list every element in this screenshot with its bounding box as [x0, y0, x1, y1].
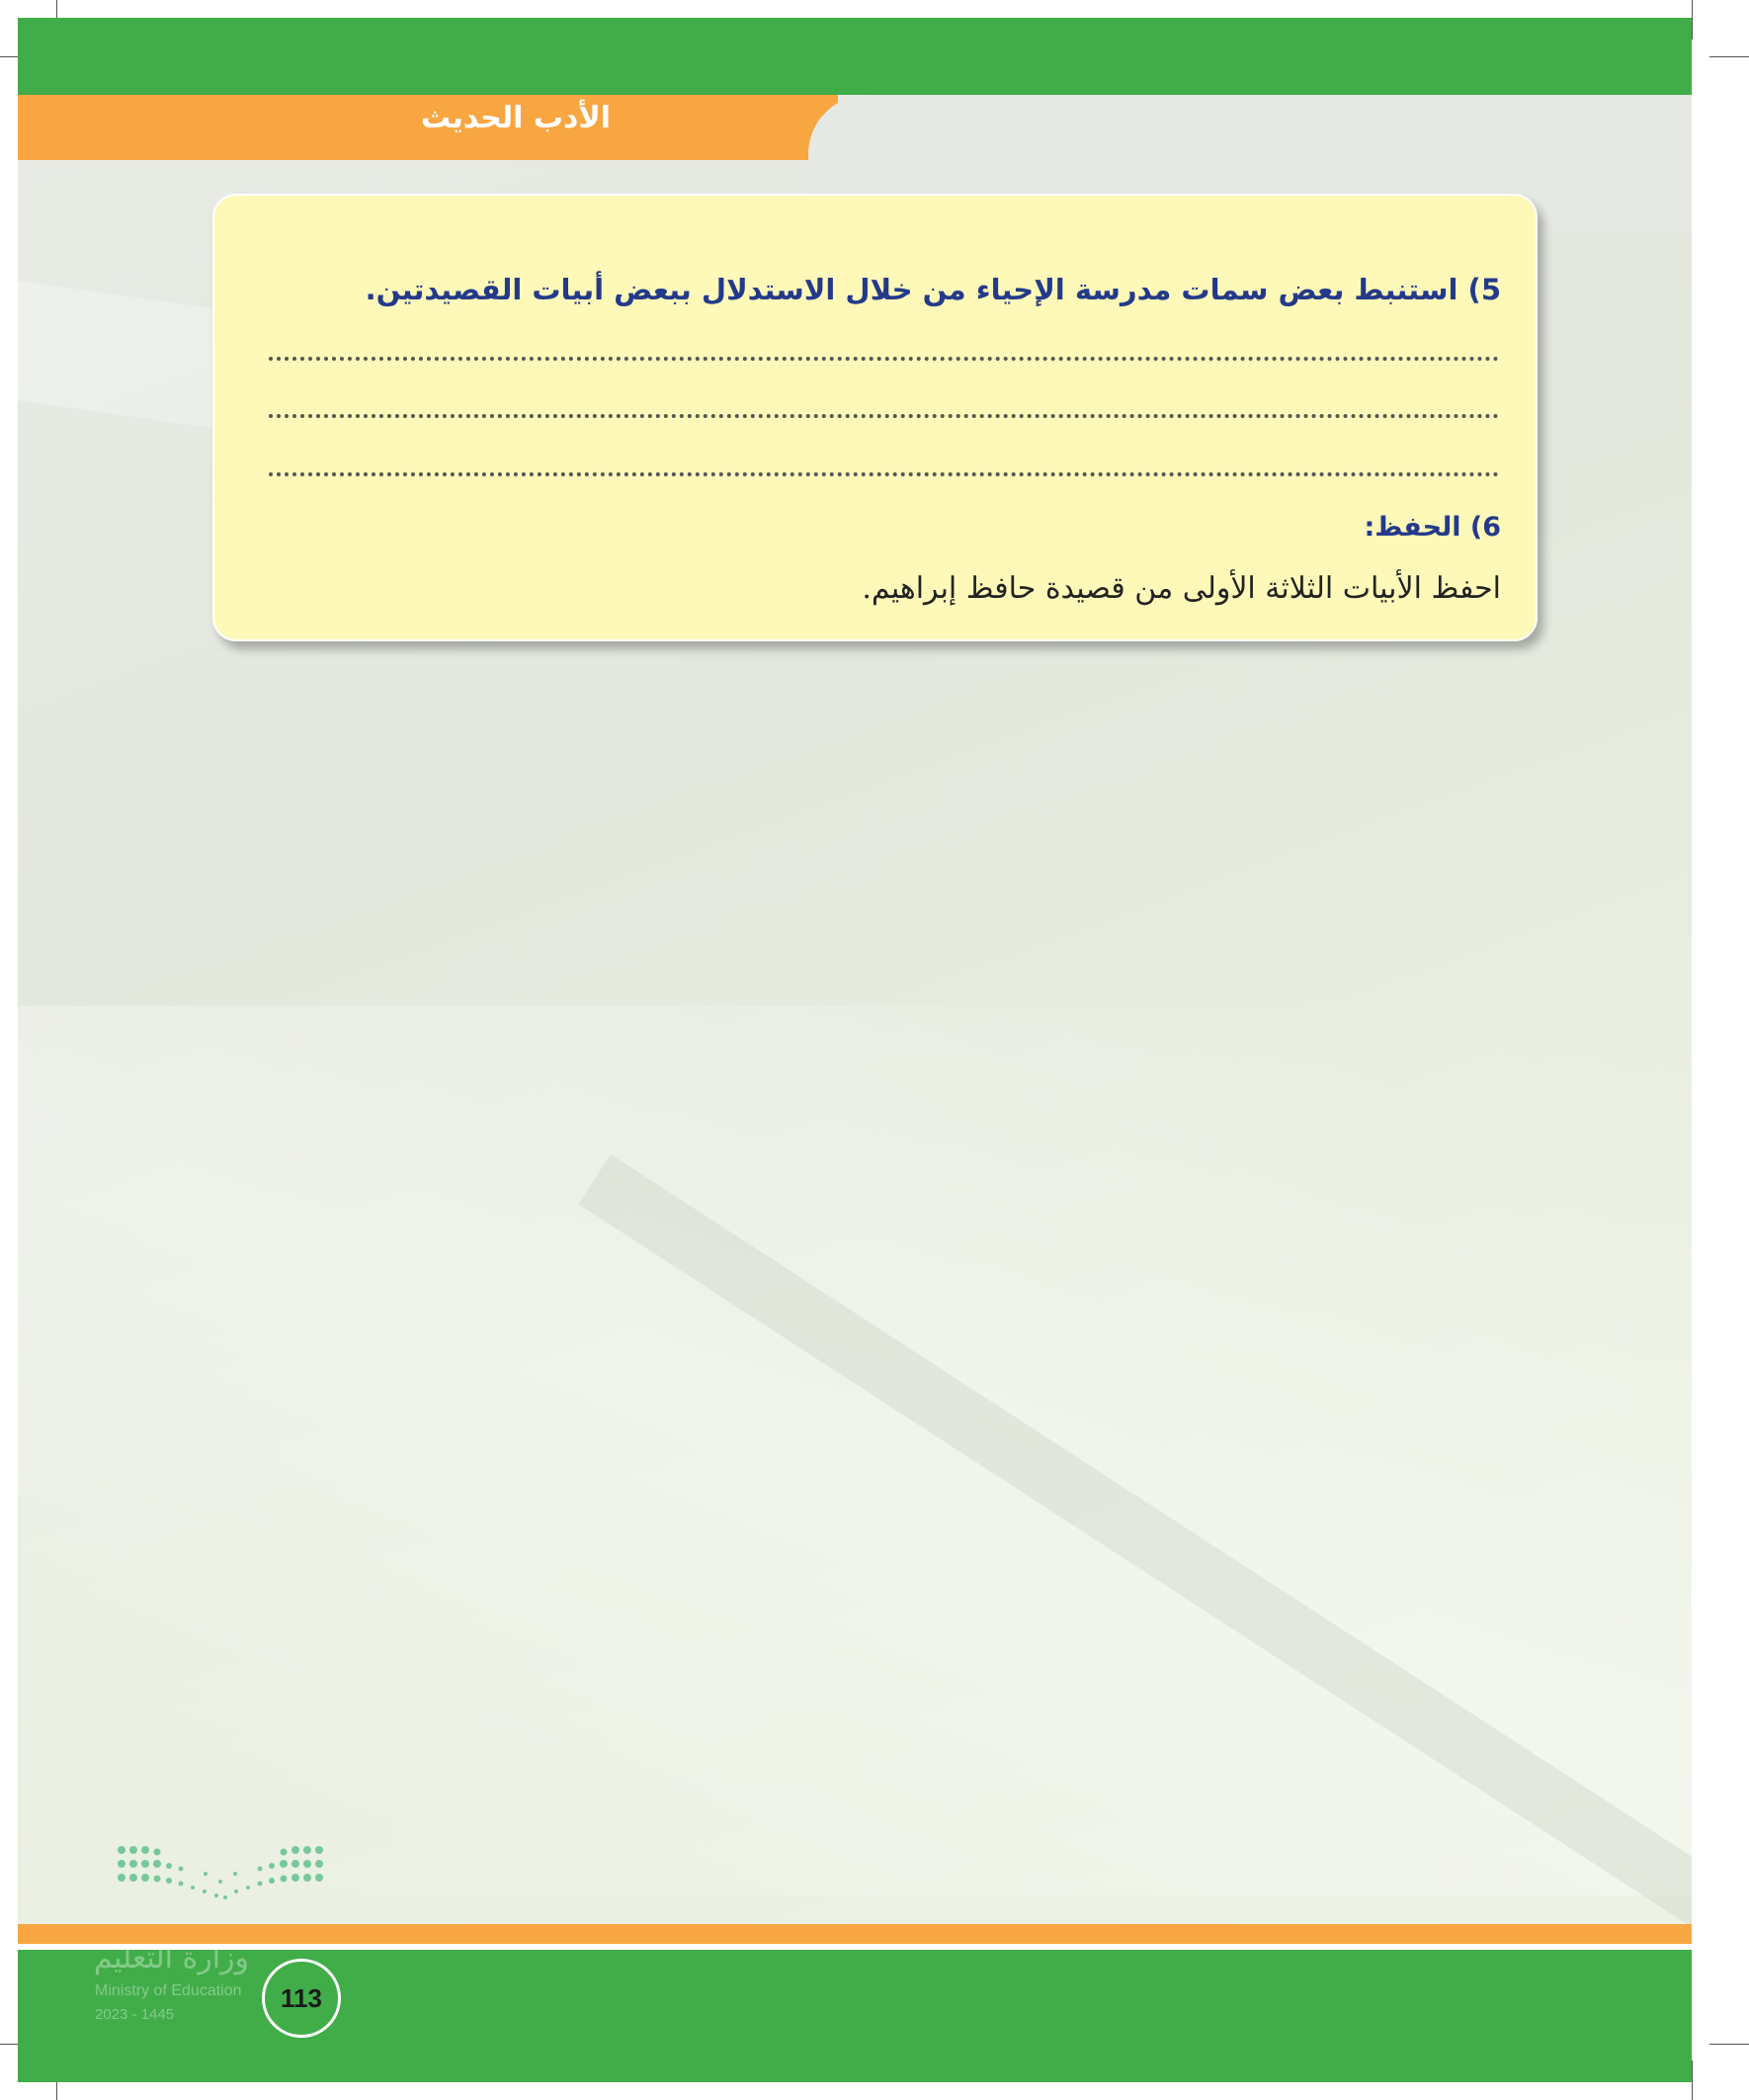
- crop-mark: [1692, 2060, 1693, 2100]
- question-5: 5) استنبط بعض سمات مدرسة الإحياء من خلال الاستدلال ببعض أبيات القصيدتين.: [365, 273, 1501, 306]
- ministry-logo-icon: [117, 1844, 334, 1913]
- answer-line[interactable]: [269, 414, 1499, 418]
- crop-mark: [1709, 2044, 1749, 2045]
- ministry-year: 2023 - 1445: [95, 2006, 175, 2023]
- crop-mark: [1692, 0, 1693, 40]
- question-6-title: 6) الحفظ:: [1364, 512, 1501, 543]
- section-title: الأدب الحديث: [420, 101, 611, 135]
- question-6-text: احفظ الأبيات الثلاثة الأولى من قصيدة حافظ إبراهيم.: [862, 571, 1501, 606]
- ministry-name-english: Ministry of Education: [95, 1982, 242, 1999]
- exercise-card: [212, 194, 1538, 641]
- answer-line[interactable]: [269, 472, 1499, 476]
- answer-line[interactable]: [269, 357, 1499, 361]
- page-number: 113: [262, 1959, 341, 2038]
- footer-orange-band: [18, 1924, 1692, 1944]
- textbook-page: [18, 18, 1692, 2082]
- ministry-name-arabic: وزارة التعليم: [94, 1941, 250, 1975]
- header-green-band: [18, 18, 1692, 95]
- crop-mark: [1709, 56, 1749, 57]
